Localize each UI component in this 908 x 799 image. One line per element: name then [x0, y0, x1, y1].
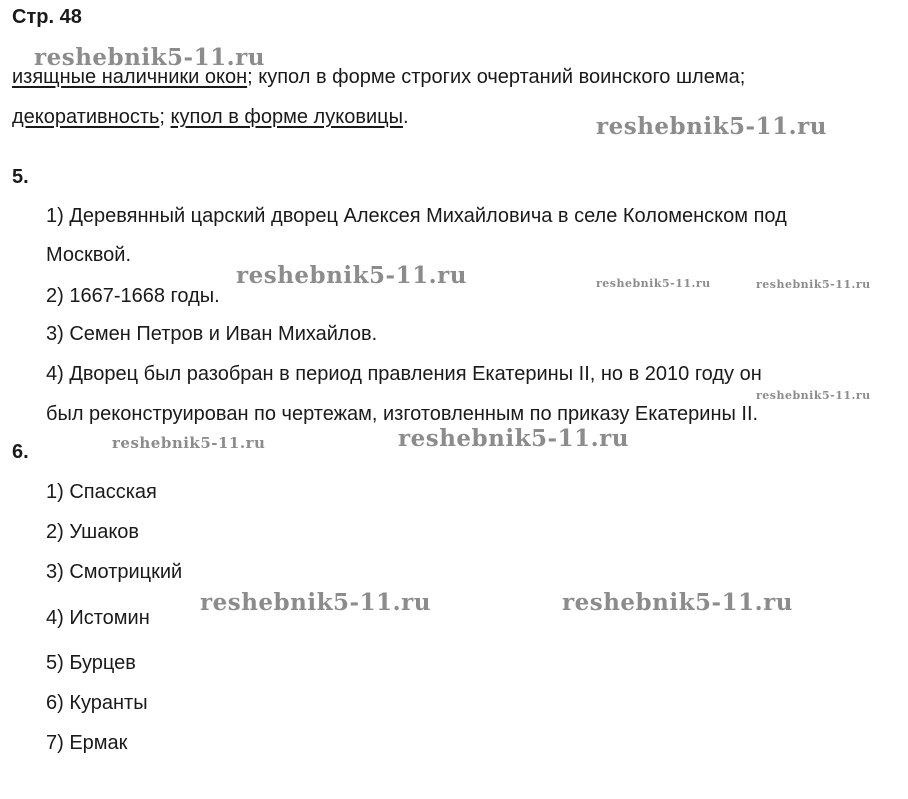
watermark: reshebnik5-11.ru: [756, 389, 871, 402]
watermark: reshebnik5-11.ru: [236, 262, 467, 289]
task-5-line: 1) Деревянный царский дворец Алексея Михайловича в селе Коломенском под: [46, 205, 787, 227]
intro-line-2: [12, 106, 409, 129]
watermark: reshebnik5-11.ru: [756, 278, 871, 291]
task-6-line: 3) Смотрицкий: [46, 561, 183, 583]
watermark: reshebnik5-11.ru: [112, 434, 266, 452]
task-5-line: был реконструирован по чертежам, изготовленным по приказу Екатерины II.: [46, 403, 759, 425]
task-6-number: 6.: [12, 441, 29, 463]
task-6-line: 2) Ушаков: [46, 521, 140, 543]
watermark: reshebnik5-11.ru: [562, 589, 793, 616]
task-5-number: 5.: [12, 166, 29, 188]
intro-fragment: купол в форме луковицы: [170, 106, 403, 128]
page-number: Стр. 48: [12, 6, 82, 28]
watermark: reshebnik5-11.ru: [200, 589, 431, 616]
task-6-line: 7) Ермак: [46, 732, 128, 754]
watermark: reshebnik5-11.ru: [596, 113, 827, 140]
watermark: reshebnik5-11.ru: [596, 277, 711, 290]
intro-fragment: ;: [159, 106, 171, 128]
task-6-line: 1) Спасская: [46, 481, 157, 503]
task-5-line: 2) 1667-1668 годы.: [46, 285, 220, 307]
task-5-line: 3) Семен Петров и Иван Михайлов.: [46, 323, 378, 345]
task-6-line: 5) Бурцев: [46, 652, 136, 674]
intro-fragment: изящные наличники окон: [12, 66, 248, 88]
intro-fragment: ; купол в форме строгих очертаний воинского шлема;: [247, 66, 746, 88]
task-6-line: 6) Куранты: [46, 692, 148, 714]
task-5-line: 4) Дворец был разобран в период правления Екатерины II, но в 2010 году он: [46, 363, 762, 385]
task-6-line: 4) Истомин: [46, 607, 150, 629]
intro-fragment: .: [402, 106, 409, 128]
watermark: reshebnik5-11.ru: [34, 44, 265, 71]
task-5-line: Москвой.: [46, 244, 132, 266]
watermark: reshebnik5-11.ru: [398, 425, 629, 452]
intro-fragment: декоративность: [12, 106, 160, 128]
